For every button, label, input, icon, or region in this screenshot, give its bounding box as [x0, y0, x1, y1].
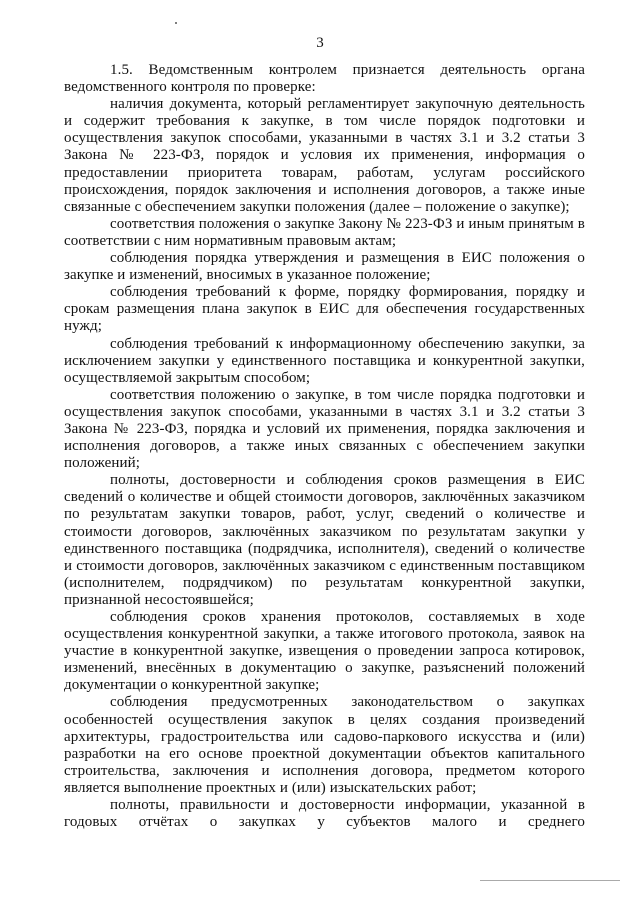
paragraph-departmental-control-definition: 1.5. Ведомственным контролем признается деятельность органа ведомственного контроля по проверке: — [64, 62, 585, 96]
document-body — [64, 62, 585, 831]
paragraph-annual-reports: полноты, правильности и достоверности информации, указанной в годовых отчётах о закупках у субъектов малого и среднего — [64, 797, 585, 831]
page-number: 3 — [316, 35, 324, 51]
paragraph-architecture-procurement-features: соблюдения предусмотренных законодательством о закупках особенностей осуществления закупок в целях создания произведений архитектуры, градостроительства или садово-паркового искусства и (или) разработки на его основе проектной документации объектов капитального строительства, заключения и исполнения договора, предметом которого является выполнение проектных и (или) изыскательских работ; — [64, 694, 585, 796]
paragraph-information-support: соблюдения требований к информационному обеспечению закупки, за исключением закупки у единственного поставщика и конкурентной закупки, осуществляемой закрытым способом; — [64, 335, 585, 386]
paragraph-protocol-storage-terms: соблюдения сроков хранения протоколов, составляемых в ходе осуществления конкурентной закупки, а также итогового протокола, заявок на участие в конкурентной закупке, извещения о проведении запроса котировок, изменений, внесённых в документацию о закупке, разъяснений положений документации о конкурентной закупке; — [64, 609, 585, 694]
paragraph-procurement-plan-requirements: соблюдения требований к форме, порядку формирования, порядку и срокам размещения плана закупок в ЕИС для обеспечения государственных нужд; — [64, 284, 585, 335]
paragraph-approval-publication-order: соблюдения порядка утверждения и размещения в ЕИС положения о закупке и изменений, вносимых в указанное положение; — [64, 250, 585, 284]
paragraph-regulation-compliance: соответствия положения о закупке Закону № 223-ФЗ и иным принятым в соответствии с ним нормативным правовым актам; — [64, 215, 585, 249]
scan-edge-line — [480, 880, 620, 881]
paragraph-conformity-to-regulation: соответствия положению о закупке, в том числе порядка подготовки и осуществления закупок способами, указанными в частях 3.1 и 3.2 статьи 3 Закона № 223-ФЗ, порядка и условий их применения, порядка заключения и исполнения договоров, а также иных связанных с обеспечением закупки положений; — [64, 386, 585, 472]
scan-artifact-dot — [175, 22, 177, 24]
paragraph-contract-information-publication: полноты, достоверности и соблюдения сроков размещения в ЕИС сведений о количестве и общей стоимости договоров, заключённых заказчиком по результатам закупки товаров, работ, услуг, сведений о количестве и стоимости договоров, заключённых заказчиком по результатам закупки у единственного поставщика (подрядчика, исполнителя), сведений о количестве и стоимости договоров, заключённых заказчиком с единственным поставщиком (исполнителем, подрядчиком) по результатам конкурентной закупки, признанной несостоявшейся; — [64, 472, 585, 608]
paragraph-procurement-regulation-document: наличия документа, который регламентирует закупочную деятельность и содержит требования к закупке, в том числе порядок подготовки и осуществления закупок способами, указанными в частях 3.1 и 3.2 статьи 3 Закона № 223-ФЗ, порядок и условия их применения, информация о предоставлении приоритета товарам, работам, услугам российского происхождения, порядок заключения и исполнения договоров, а также иные связанные с обеспечением закупки положения (далее – положение о закупке); — [64, 96, 585, 215]
